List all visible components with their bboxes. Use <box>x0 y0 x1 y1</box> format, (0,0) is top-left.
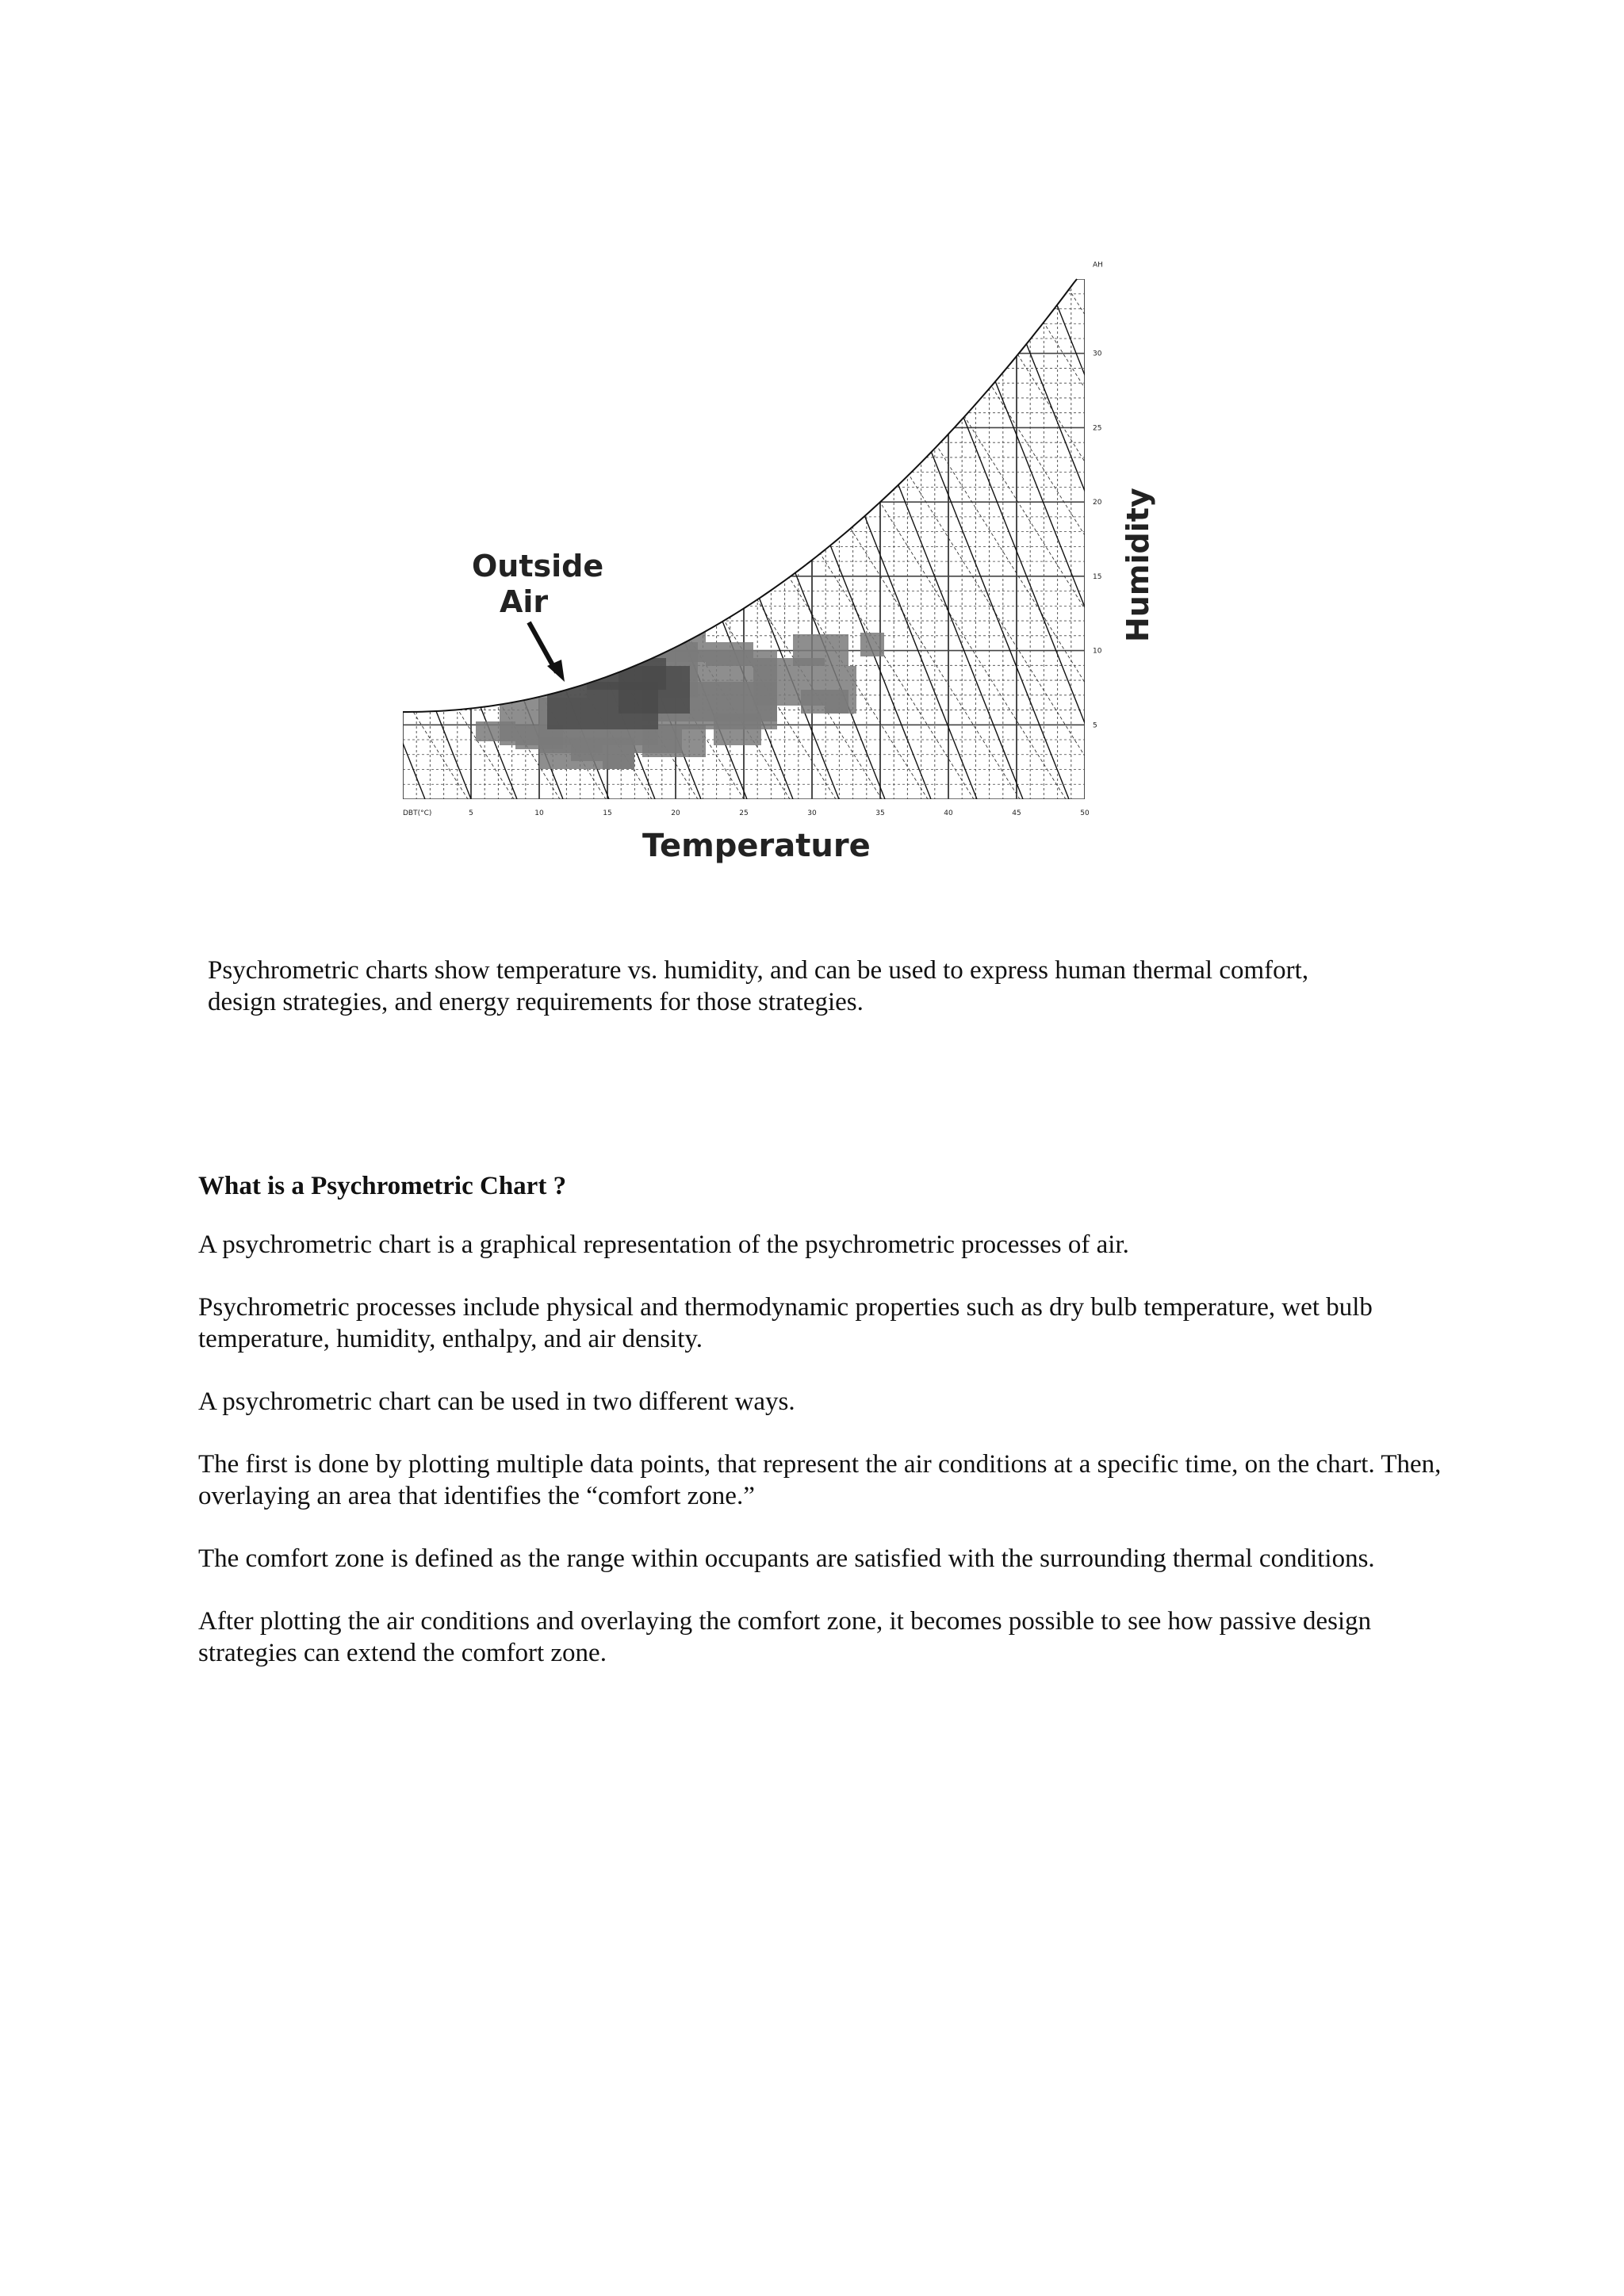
chart-grid <box>127 279 1434 799</box>
y-tick-label: 10 <box>1093 647 1102 656</box>
figure-caption: Psychrometric charts show temperature vs. humidity, and can be used to express human thermal comfort, design strategies, and energy requirements for those strategies. <box>208 956 1309 1016</box>
x-tick-label: 5 <box>469 809 473 817</box>
outside-air-label-line2: Air <box>500 584 549 619</box>
x-tick-label: 45 <box>1012 809 1021 817</box>
paragraph-processes: Psychrometric processes include physical and thermodynamic properties such as dry bulb temperature, wet bulb temperature, humidity, enthalpy, and air density. <box>198 1293 1373 1353</box>
paragraph-definition: A psychrometric chart is a graphical representation of the psychrometric processes of air. <box>198 1230 1129 1259</box>
psychrometric-chart <box>381 261 1197 872</box>
x-tick-label: 30 <box>807 809 817 817</box>
x-tick-label: DBT(°C) <box>403 809 432 817</box>
x-tick-label: 50 <box>1080 809 1090 817</box>
outside-air-arrow <box>529 622 565 682</box>
y-tick-label: 30 <box>1093 350 1102 358</box>
y-tick-label: 5 <box>1093 721 1097 730</box>
y-tick-label: 15 <box>1093 572 1102 581</box>
y-tick-label: 20 <box>1093 499 1102 507</box>
x-tick-label: 40 <box>944 809 953 817</box>
paragraph-passive-design: After plotting the air conditions and overlaying the comfort zone, it becomes possible to see how passive design strategies can extend the comfort zone. <box>198 1607 1372 1667</box>
outside-air-data-region <box>476 630 884 769</box>
x-tick-label: 35 <box>875 809 885 817</box>
y-tick-label: AH <box>1093 261 1103 270</box>
outside-air-label-line1: Outside <box>472 549 604 584</box>
paragraph-first-way: The first is done by plotting multiple data points, that represent the air conditions at a specific time, on the chart. Then, overlaying an area that identifies the “comfort zone.” <box>198 1450 1442 1510</box>
paragraph-two-ways: A psychrometric chart can be used in two different ways. <box>198 1387 795 1416</box>
y-tick-label: 25 <box>1093 424 1102 433</box>
section-heading: What is a Psychrometric Chart ? <box>198 1172 567 1200</box>
psychrometric-chart-figure <box>381 261 1197 872</box>
x-tick-label: 10 <box>534 809 544 817</box>
paragraph-comfort-zone: The comfort zone is defined as the range within occupants are satisfied with the surrounding thermal conditions. <box>198 1544 1375 1573</box>
y-axis-label: Humidity <box>1120 488 1155 642</box>
article-section <box>198 1170 1451 1700</box>
x-axis-label: Temperature <box>642 828 871 864</box>
x-tick-label: 15 <box>603 809 612 817</box>
x-tick-label: 25 <box>739 809 749 817</box>
x-tick-label: 20 <box>671 809 680 817</box>
